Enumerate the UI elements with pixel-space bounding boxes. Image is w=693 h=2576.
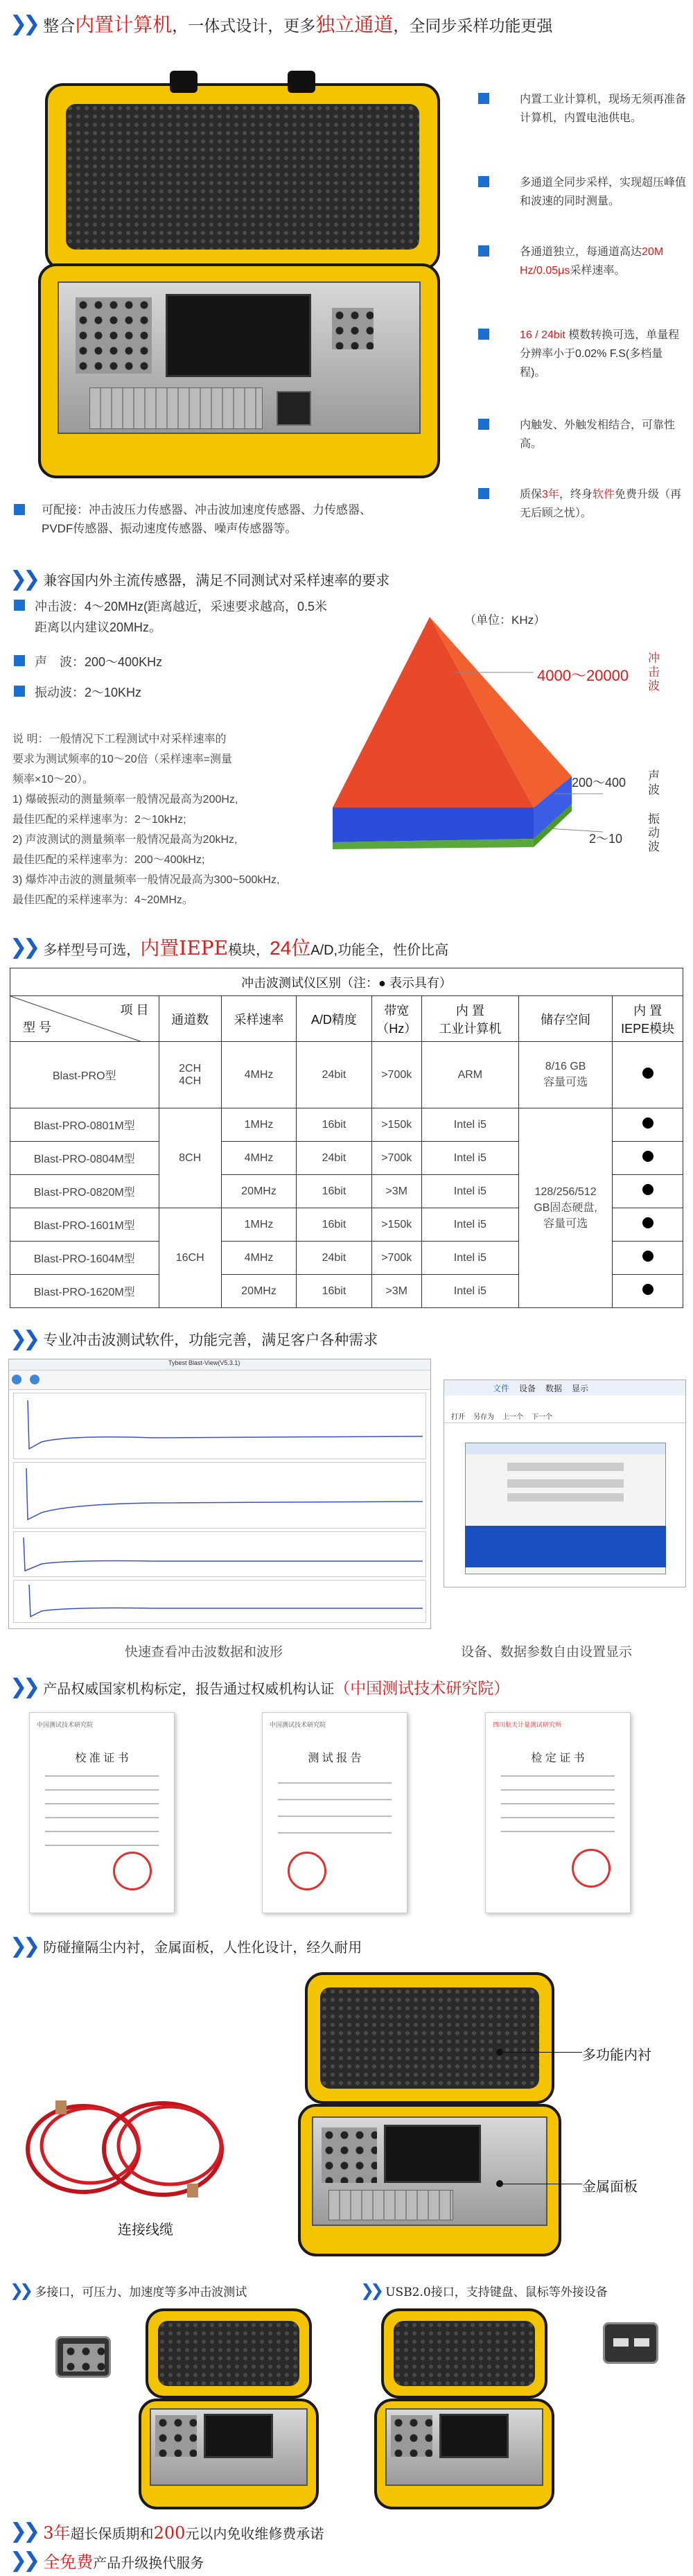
- menu-device[interactable]: 设备: [519, 1383, 536, 1393]
- waveform-panel: [13, 1393, 426, 1459]
- table-row: Blast-PRO-0820M型 20MHz 16bit >3M Intel i5: [10, 1175, 683, 1208]
- header-ad: A/D精度: [297, 996, 371, 1042]
- pyramid-mid-left: [333, 808, 534, 842]
- callout-lining: 多功能内衬: [582, 2048, 651, 2063]
- cable-image: [14, 2080, 243, 2218]
- seal-stamp: [113, 1852, 152, 1890]
- layer-range-sound: 200～400: [572, 776, 626, 790]
- sensor-compat: 可配接：冲击波压力传感器、冲击波加速度传感器、力传感器、PVDF传感器、振动速度传感器、噪声传感器等。: [14, 501, 374, 538]
- menu-file[interactable]: 文件: [493, 1383, 510, 1393]
- sw-title: Tybest Blast-View(V5.3.1): [9, 1359, 430, 1370]
- device-image-main: [38, 62, 440, 492]
- software-settings-screenshot: [444, 1380, 686, 1587]
- header-channels: 通道数: [159, 996, 221, 1042]
- bullet-square-icon: [14, 504, 25, 515]
- note-line: 要求为测试频率的10～20倍（采样速率=测量: [12, 754, 232, 765]
- rate-item: 振动波：2～10KHz: [14, 682, 333, 703]
- usb-closeup: [603, 2322, 658, 2364]
- feature-item: 多通道全同步采样，实现超压峰值和波速的同时测量。: [478, 173, 686, 211]
- software-waveform-screenshot: [8, 1359, 431, 1629]
- feature-item: 各通道独立，每通道高达20M Hz/0.05μs采样速率。: [478, 243, 686, 280]
- layer-name-shock: 冲击波: [648, 652, 660, 693]
- bullet-square-icon: [478, 488, 489, 499]
- cert-title: 检 定 证 书: [531, 1752, 585, 1764]
- tool-save-as[interactable]: 另存为: [473, 1413, 494, 1421]
- section7-left-title: 多接口，可压力、加速度等多冲击波测试: [35, 2286, 247, 2299]
- chevron-right-icon: ❯❯: [10, 568, 37, 591]
- section1-title: 整合内置计算机，一体式设计，更多独立通道，全同步采样功能更强: [43, 14, 553, 35]
- section7-left-header: [10, 2281, 247, 2301]
- feature-dot-icon: [642, 1151, 653, 1162]
- bullet-square-icon: [478, 93, 489, 104]
- pyramid-chart: [326, 603, 686, 901]
- footer-warranty: ❯❯ 3年超长保质期和200元以内免收维修费承诺: [10, 2520, 324, 2543]
- feature-dot-icon: [642, 1251, 653, 1262]
- model-comparison-table: [10, 968, 683, 1308]
- waveform-panel: [13, 1462, 426, 1529]
- section7-right-title: USB2.0接口，支持键盘、鼠标等外接设备: [385, 2286, 608, 2299]
- feature-dot-icon: [642, 1217, 653, 1228]
- sw-toolbar: [444, 1395, 685, 1423]
- header-item-model: 项 目 型 号: [10, 996, 159, 1042]
- certificate-verification: [485, 1712, 631, 1913]
- section2-title: 兼容国内外主流传感器，满足不同测试对采样速率的要求: [43, 573, 390, 589]
- header-bandwidth: 带宽 （Hz）: [371, 996, 421, 1042]
- section1-header: [10, 10, 552, 37]
- pyramid-svg: [326, 603, 686, 901]
- sw-toolbar: [9, 1370, 430, 1390]
- feature-dot-icon: [642, 1117, 653, 1129]
- certificate-test-report: [262, 1712, 407, 1913]
- header-computer: 内 置 工业计算机: [421, 996, 518, 1042]
- pyramid-unit: （单位：KHz）: [464, 613, 546, 627]
- header-iepe: 内 置 IEPE模块: [613, 996, 683, 1042]
- tool-open[interactable]: 打开: [451, 1413, 465, 1421]
- device-image-usb: [374, 2308, 554, 2516]
- caption-waveform: 快速查看冲击波数据和波形: [125, 1644, 283, 1660]
- section6-title: 防碰撞隔尘内衬，金属面板，人性化设计，经久耐用: [43, 1940, 362, 1956]
- section4-header: [10, 1327, 378, 1351]
- section7-right-header: [360, 2281, 608, 2301]
- menu-display[interactable]: 显示: [572, 1383, 589, 1393]
- table-caption: 冲击波测试仪区别（注：● 表示具有）: [10, 968, 683, 996]
- cert-org: 中国测试技术研究院: [37, 1721, 94, 1728]
- bullet-square-icon: [478, 329, 489, 340]
- section6-header: [10, 1934, 362, 1958]
- callout-panel: 金属面板: [582, 2179, 638, 2195]
- chevron-right-icon: ❯❯: [10, 1935, 37, 1958]
- note-line: 2) 声波测试的测量频率一般情况最高为20kHz,: [12, 834, 238, 846]
- table-row: Blast-PRO-1604M型 4MHz 24bit >700k Intel i5: [10, 1242, 683, 1275]
- case-base: [298, 2104, 561, 2256]
- seal-stamp: [572, 1849, 611, 1888]
- bullet-square-icon: [478, 419, 489, 430]
- note-line: 频率×10～20）。: [12, 774, 94, 785]
- layer-name-vibration: 振动波: [648, 812, 660, 853]
- feature-dot-icon: [642, 1284, 653, 1295]
- rate-item: 冲击波：4～20MHz(距离越近，采速要求越高，0.5米距离以内建议20MHz。: [14, 596, 333, 638]
- chevron-right-icon: ❯❯: [10, 2520, 37, 2543]
- waveform-panel: [13, 1531, 426, 1577]
- header-storage: 储存空间: [518, 996, 612, 1042]
- section3-title: 多样型号可选，内置IEPE模块，24位A/D,功能全，性价比高: [43, 937, 449, 959]
- case-base: [38, 263, 440, 478]
- footer-upgrade: ❯❯ 全免费产品升级换代服务: [10, 2549, 204, 2572]
- section2-header: [10, 567, 389, 591]
- bullet-square-icon: [478, 245, 489, 256]
- certificate-calibration: [29, 1712, 175, 1913]
- device-image-open: [298, 1965, 561, 2263]
- menu-data[interactable]: 数据: [545, 1383, 563, 1393]
- note-line: 最佳匹配的采样速率为：200～400kHz;: [12, 854, 205, 866]
- bullet-square-icon: [14, 686, 25, 697]
- tool-next[interactable]: 下一个: [532, 1413, 552, 1421]
- feature-item: 内触发、外触发相结合，可靠性高。: [478, 416, 686, 453]
- bullet-square-icon: [14, 655, 25, 666]
- case-lid: [305, 1972, 554, 2104]
- table-row: Blast-PRO-0804M型 4MHz 24bit >700k Intel i5: [10, 1142, 683, 1175]
- cert-title: 校 准 证 书: [75, 1752, 129, 1764]
- sw-menu: [444, 1380, 685, 1395]
- table-row: Blast-PRO-0801M型 8CH 1MHz 16bit >150k Intel i5 128/256/512 GB固态硬盘, 容量可选: [10, 1108, 683, 1142]
- section4-title: 专业冲击波测试软件，功能完善，满足客户各种需求: [43, 1331, 378, 1348]
- rate-item: 声 波：200～400KHz: [14, 652, 333, 672]
- device-image-ports: [139, 2308, 319, 2516]
- caption-settings: 设备、数据参数自由设置显示: [461, 1644, 633, 1660]
- feature-item: 内置工业计算机，现场无须再准备计算机，内置电池供电。: [478, 90, 686, 128]
- port-closeup: [55, 2336, 111, 2378]
- feature-dot-icon: [642, 1184, 653, 1195]
- cert-org: 四川航天计量测试研究所: [493, 1721, 562, 1728]
- callout-cable: 连接线缆: [118, 2222, 173, 2238]
- table-row: Blast-PRO型 2CH 4CH 4MHz 24bit >700k ARM 8/16 GB 容量可选: [10, 1042, 683, 1108]
- layer-range-shock: 4000～20000: [537, 667, 629, 684]
- tool-prev[interactable]: 上一个: [502, 1413, 523, 1421]
- chevron-right-icon: ❯❯: [10, 1676, 37, 1698]
- note-line: 说 明：一般情况下工程测试中对采样速率的: [12, 733, 227, 745]
- waveform-panel: [13, 1580, 426, 1623]
- chevron-right-icon: ❯❯: [360, 2281, 380, 2300]
- note-line: 最佳匹配的采样速率为：4~20MHz。: [12, 894, 193, 906]
- table-row: Blast-PRO-1620M型 20MHz 16bit >3M Intel i5: [10, 1275, 683, 1308]
- seal-stamp: [288, 1852, 326, 1890]
- cert-org: 中国测试技术研究院: [270, 1721, 326, 1728]
- feature-dot-icon: [642, 1068, 653, 1079]
- section3-header: [10, 933, 448, 961]
- bullet-square-icon: [478, 176, 489, 187]
- section5-title: 产品权威国家机构标定，报告通过权威机构认证（中国测试技术研究院）: [43, 1680, 510, 1698]
- chevron-right-icon: ❯❯: [10, 12, 37, 35]
- chevron-right-icon: ❯❯: [10, 2549, 37, 2572]
- layer-name-sound: 声波: [648, 769, 660, 797]
- sampling-note: [12, 729, 359, 910]
- table-row: Blast-PRO-1601M型 16CH 1MHz 16bit >150k Intel i5: [10, 1208, 683, 1242]
- chevron-right-icon: ❯❯: [10, 935, 37, 959]
- feature-item: 16 / 24bit 模数转换可选，单量程分辨率小于0.02% F.S(多档量程)。: [478, 326, 686, 382]
- header-rate: 采样速率: [221, 996, 296, 1042]
- case-lid: [45, 83, 440, 270]
- note-line: 1) 爆破振动的测量频率一般情况最高为200Hz,: [12, 794, 238, 806]
- bullet-square-icon: [14, 600, 25, 611]
- layer-range-vibration: 2～10: [589, 832, 623, 846]
- note-line: 最佳匹配的采样速率为：2～10kHz;: [12, 814, 186, 826]
- note-line: 3) 爆炸冲击波的测量频率一般情况最高为300~500kHz,: [12, 874, 280, 886]
- cert-title: 测 试 报 告: [308, 1752, 362, 1764]
- chevron-right-icon: ❯❯: [10, 2281, 30, 2300]
- section5-header: [10, 1675, 689, 1699]
- feature-item: 质保3年，终身软件免费升级（再无后顾之忧）。: [478, 485, 686, 523]
- chevron-right-icon: ❯❯: [10, 1328, 37, 1350]
